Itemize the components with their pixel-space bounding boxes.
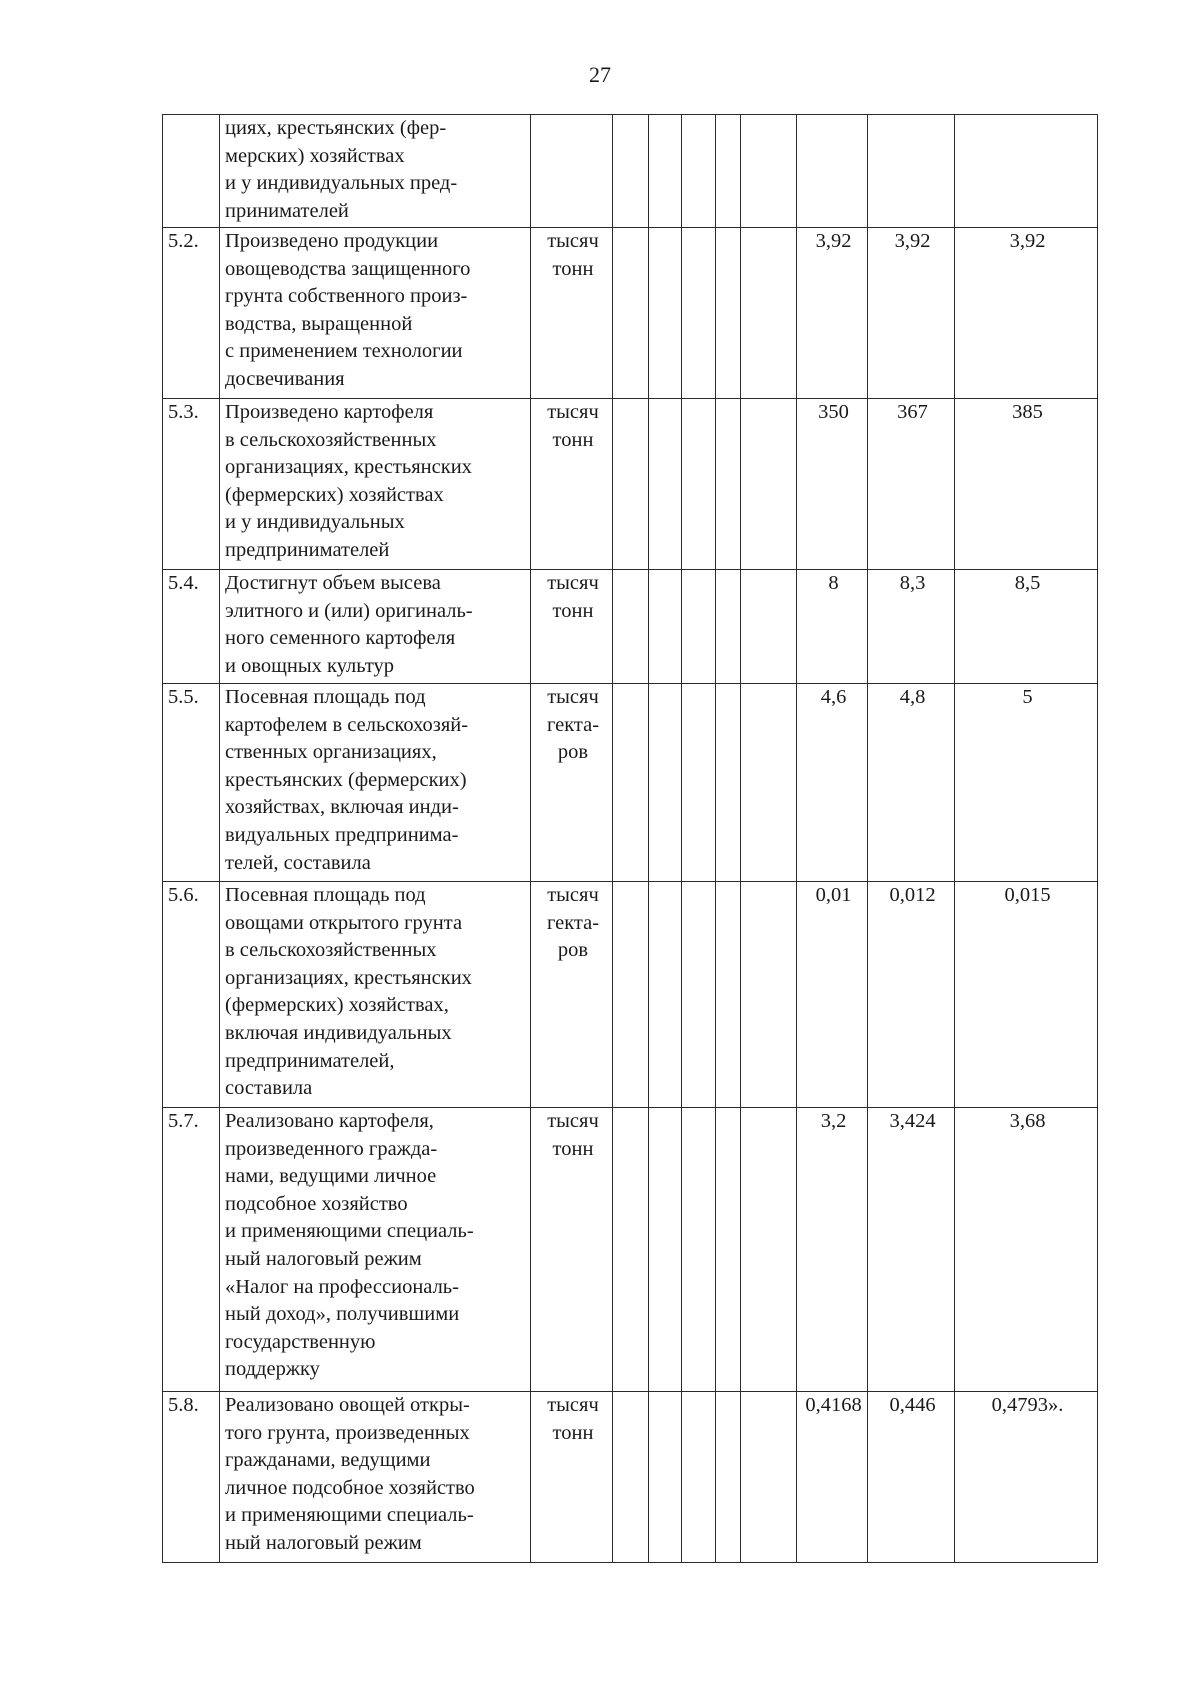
description-line: в сельскохозяйственных [225,428,437,451]
description-line: и овощных культур [225,654,395,677]
empty-year-cell [716,882,741,1108]
empty-year-cell [741,1108,797,1392]
unit-line: тысяч [547,1394,599,1416]
description-line: ный налоговый режим [225,1247,422,1270]
empty-year-cell [682,570,716,684]
unit-cell [531,115,613,228]
description-line: Посевная площадь под [225,686,426,708]
empty-year-cell [649,882,682,1108]
table-row [163,570,1098,684]
unit-cell [531,570,613,684]
description-line: Произведено картофеля [225,401,434,423]
table-row [163,1108,1098,1392]
table-body [163,115,1098,1563]
empty-year-cell [741,570,797,684]
description-line: элитного и (или) оригиналь- [225,599,473,622]
target-value-cell-2: 0,012 [868,882,955,1108]
target-value-cell-1: 8 [797,570,868,684]
target-value-cell-1: 350 [797,399,868,570]
description-line: государственную [225,1330,376,1353]
description-line: организациях, крестьянских [225,966,472,989]
description-line: и у индивидуальных пред- [225,172,458,195]
target-value-cell-2: 4,8 [868,684,955,882]
target-value-cell-2: 8,3 [868,570,955,684]
description-line: «Налог на профессиональ- [225,1275,459,1298]
indicator-description-cell [220,1392,531,1563]
description-line: и у индивидуальных [225,511,405,534]
empty-year-cell [741,882,797,1108]
description-line: мерских) хозяйствах [225,144,405,167]
table-row [163,228,1098,399]
empty-year-cell [613,1392,649,1563]
target-value-cell-2: 3,92 [868,228,955,399]
row-number-cell [163,115,220,228]
description-line: циях, крестьянских (фер- [225,117,447,139]
empty-year-cell [716,1392,741,1563]
target-value-cell-3: 3,68 [955,1108,1098,1392]
unit-line: ров [557,741,589,764]
description-line: подсобное хозяйство [225,1192,408,1215]
empty-year-cell [716,115,741,228]
unit-line: тысяч [547,1110,599,1132]
description-line: личное подсобное хозяйство [225,1476,475,1499]
description-line: видуальных предпринима- [225,823,459,846]
description-line: ный налоговый режим [225,1531,422,1554]
target-value-cell-3: 8,5 [955,570,1098,684]
empty-year-cell [682,228,716,399]
table-row [163,882,1098,1108]
description-line: Произведено продукции [225,230,439,252]
description-line: досвечивания [225,367,345,390]
unit-line: тысяч [547,572,599,594]
unit-line: тысяч [547,230,599,252]
unit-cell [531,228,613,399]
unit-line: тонн [552,1137,594,1160]
target-value-cell-3 [955,115,1098,228]
description-line: ственных организациях, [225,741,437,764]
unit-line: тонн [552,1421,594,1444]
target-value-cell-1 [797,115,868,228]
description-line: овощами открытого грунта [225,911,463,934]
target-value-cell-1: 3,92 [797,228,868,399]
page-number: 27 [589,62,611,87]
row-number-cell: 5.2. [163,228,220,399]
unit-line: тонн [552,599,594,622]
description-line: того грунта, произведенных [225,1421,470,1444]
description-line: включая индивидуальных [225,1021,452,1044]
empty-year-cell [613,882,649,1108]
empty-year-cell [682,399,716,570]
empty-year-cell [716,228,741,399]
description-line: овощеводства защищенного [225,257,471,280]
target-value-cell-2 [868,115,955,228]
empty-year-cell [682,882,716,1108]
description-line: организациях, крестьянских [225,456,472,479]
unit-line: ров [557,939,589,962]
target-value-cell-3: 3,92 [955,228,1098,399]
row-number-cell: 5.8. [163,1392,220,1563]
target-value-cell-3: 0,015 [955,882,1098,1108]
empty-year-cell [649,399,682,570]
row-number-cell: 5.7. [163,1108,220,1392]
unit-line: гекта- [546,713,600,736]
empty-year-cell [649,1392,682,1563]
description-line: водства, выращенной [225,312,413,335]
row-number-cell: 5.3. [163,399,220,570]
empty-year-cell [741,684,797,882]
table-row [163,1392,1098,1563]
row-number-cell: 5.4. [163,570,220,684]
empty-year-cell [716,570,741,684]
empty-year-cell [741,115,797,228]
unit-line: тысяч [547,686,599,708]
unit-cell [531,399,613,570]
empty-year-cell [682,115,716,228]
description-line: составила [225,1077,313,1100]
unit-cell [531,684,613,882]
empty-year-cell [682,1108,716,1392]
description-line: ный доход», получившими [225,1303,460,1326]
description-line: гражданами, ведущими [225,1449,431,1472]
description-line: поддержку [225,1358,320,1381]
target-value-cell-3: 5 [955,684,1098,882]
description-line: Реализовано картофеля, [225,1110,434,1132]
description-line: ного семенного картофеля [225,627,456,650]
unit-line: гекта- [546,911,600,934]
target-value-cell-1: 4,6 [797,684,868,882]
empty-year-cell [649,1108,682,1392]
target-value-cell-1: 0,4168 [797,1392,868,1563]
indicator-description-cell [220,115,531,228]
description-line: и применяющими специаль- [225,1504,474,1527]
empty-year-cell [613,228,649,399]
indicator-description-cell [220,399,531,570]
target-value-cell-3: 0,4793». [955,1392,1098,1563]
empty-year-cell [682,684,716,882]
indicator-description-cell [220,684,531,882]
unit-line: тысяч [547,884,599,906]
unit-line: тысяч [547,401,599,423]
empty-year-cell [649,228,682,399]
description-line: в сельскохозяйственных [225,939,437,962]
description-line: произведенного гражда- [225,1137,438,1160]
empty-year-cell [649,684,682,882]
target-value-cell-2: 3,424 [868,1108,955,1392]
empty-year-cell [741,228,797,399]
table-row [163,684,1098,882]
description-line: (фермерских) хозяйствах [225,483,444,506]
target-value-cell-2: 0,446 [868,1392,955,1563]
empty-year-cell [613,684,649,882]
unit-cell [531,1392,613,1563]
empty-year-cell [716,684,741,882]
unit-line: тонн [552,257,594,280]
description-line: грунта собственного произ- [225,285,468,308]
description-line: принимателей [225,199,349,222]
indicator-table [162,114,1098,1563]
description-line: Реализовано овощей откры- [225,1394,470,1416]
unit-line: тонн [552,428,594,451]
empty-year-cell [716,399,741,570]
empty-year-cell [741,399,797,570]
empty-year-cell [613,399,649,570]
description-line: предпринимателей [225,538,390,561]
description-line: (фермерских) хозяйствах, [225,994,449,1017]
table-row [163,399,1098,570]
target-value-cell-1: 3,2 [797,1108,868,1392]
indicator-description-cell [220,882,531,1108]
description-line: и применяющими специаль- [225,1220,474,1243]
target-value-cell-1: 0,01 [797,882,868,1108]
indicator-description-cell [220,1108,531,1392]
empty-year-cell [613,115,649,228]
unit-cell [531,882,613,1108]
empty-year-cell [649,115,682,228]
row-number-cell: 5.6. [163,882,220,1108]
indicator-description-cell [220,228,531,399]
description-line: телей, составила [225,851,371,874]
description-line: Посевная площадь под [225,884,426,906]
description-line: Достигнут объем высева [225,572,441,594]
empty-year-cell [649,570,682,684]
description-line: хозяйствах, включая инди- [225,796,459,819]
description-line: картофелем в сельскохозяй- [225,713,469,736]
description-line: нами, ведущими личное [225,1165,437,1188]
description-line: с применением технологии [225,340,463,363]
target-value-cell-2: 367 [868,399,955,570]
table-row [163,115,1098,228]
empty-year-cell [613,570,649,684]
row-number-cell: 5.5. [163,684,220,882]
empty-year-cell [613,1108,649,1392]
description-line: крестьянских (фермерских) [225,768,467,791]
description-line: предпринимателей, [225,1049,395,1072]
empty-year-cell [741,1392,797,1563]
empty-year-cell [716,1108,741,1392]
target-value-cell-3: 385 [955,399,1098,570]
empty-year-cell [682,1392,716,1563]
unit-cell [531,1108,613,1392]
indicator-description-cell [220,570,531,684]
